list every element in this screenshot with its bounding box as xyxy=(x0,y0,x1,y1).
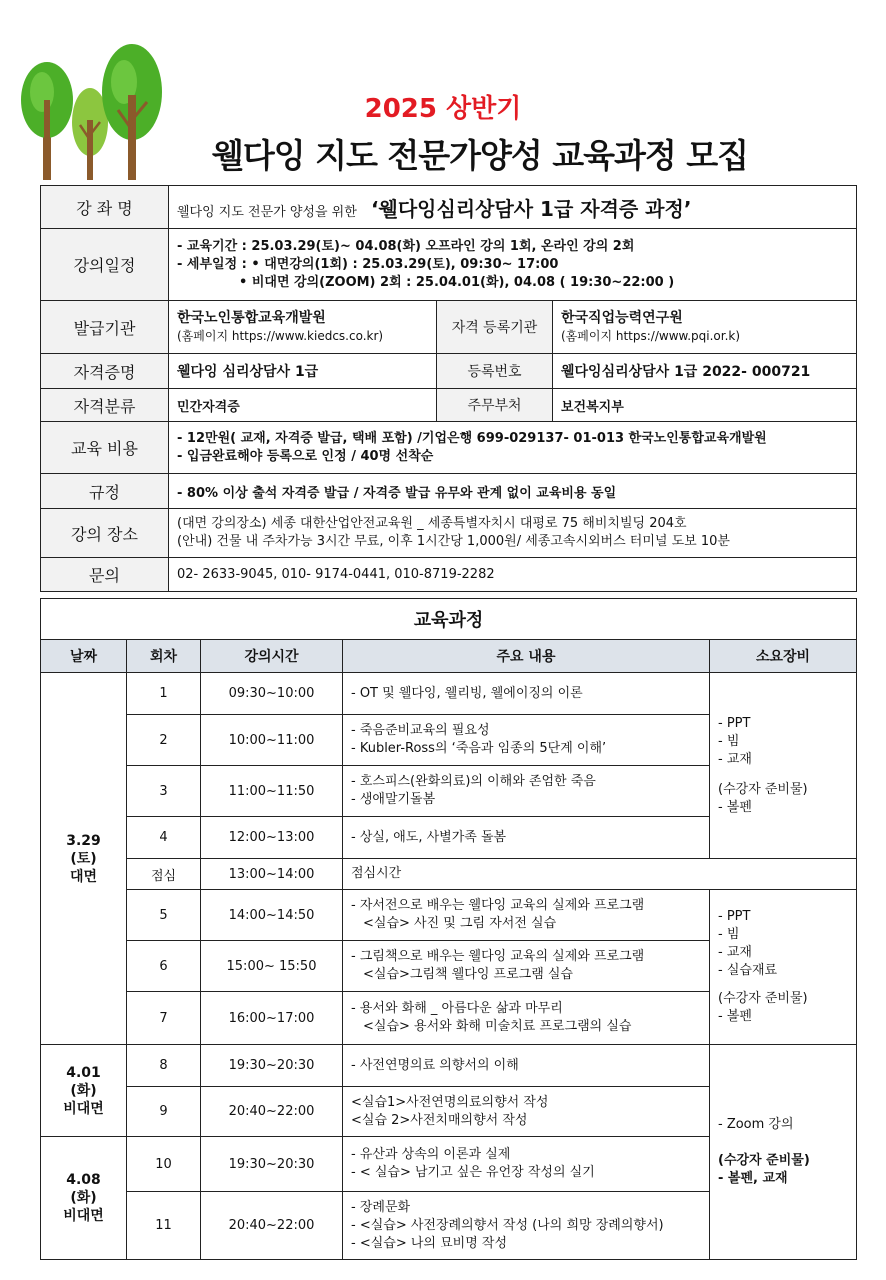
session-time: 14:00~14:50 xyxy=(201,890,343,941)
session-no: 3 xyxy=(127,766,201,817)
equipment-item: - 빔 xyxy=(718,927,740,942)
cert-name-label: 자격증명 xyxy=(41,354,169,389)
session-content xyxy=(343,715,710,766)
content-line: <실습1>사전연명의료의향서 작성 xyxy=(351,1094,549,1110)
session-time: 12:00~13:00 xyxy=(201,817,343,859)
session-content xyxy=(343,1137,710,1192)
info-row-type xyxy=(41,389,857,422)
info-row-contact xyxy=(41,558,857,592)
date-day: 3.29 xyxy=(66,832,101,849)
session-time: 19:30~20:30 xyxy=(201,1137,343,1192)
content-line: - 사전연명의료 의향서의 이해 xyxy=(351,1057,519,1073)
equipment-item: - 빔 xyxy=(718,733,740,749)
content-line: - OT 및 웰다잉, 웰리빙, 웰에이징의 이론 xyxy=(351,685,583,701)
session-no: 8 xyxy=(127,1045,201,1087)
session-no: 9 xyxy=(127,1087,201,1137)
equipment-item: - PPT xyxy=(718,715,751,731)
equipment-item: - 볼펜, 교재 xyxy=(718,1171,788,1186)
session-time: 20:40~22:00 xyxy=(201,1192,343,1260)
fee-label: 교육 비용 xyxy=(41,422,169,474)
date-day: 4.08 xyxy=(66,1172,101,1188)
schedule-line: • 비대면 강의(ZOOM) 2회 : 25.04.01(화), 04.08 ( 19:30~22:00 ) xyxy=(239,274,675,290)
content-line: - <실습> 사전장례의향서 작성 (나의 희망 장례의향서) xyxy=(351,1217,664,1233)
content-line: <실습> 사진 및 그림 자서전 실습 xyxy=(363,916,557,931)
table-row-lunch xyxy=(41,859,857,890)
course-name-prefix: 웰다잉 지도 전문가 양성을 위한 xyxy=(177,204,357,220)
course-name-value xyxy=(169,186,857,229)
registry-url: (홈페이지 https://www.pqi.or.k) xyxy=(561,329,741,343)
schedule-value xyxy=(169,229,857,301)
session-time: 09:30~10:00 xyxy=(201,673,343,715)
cert-name-value: 웰다잉 심리상담사 1급 xyxy=(169,354,437,389)
contact-label: 문의 xyxy=(41,558,169,592)
content-line: <실습> 용서와 화해 미술치료 프로그램의 실습 xyxy=(363,1019,632,1034)
date-weekday: (화) xyxy=(70,1082,97,1099)
session-content xyxy=(343,817,710,859)
reg-no-value: 웰다잉심리상담사 1급 2022- 000721 xyxy=(553,354,857,389)
registry-value xyxy=(553,301,857,354)
session-content xyxy=(343,1045,710,1087)
session-no: 4 xyxy=(127,817,201,859)
date-day: 4.01 xyxy=(66,1064,101,1081)
session-time: 10:00~11:00 xyxy=(201,715,343,766)
date-mode: 비대면 xyxy=(63,1208,104,1224)
info-row-course-name xyxy=(41,186,857,229)
rules-label: 규정 xyxy=(41,474,169,509)
course-name-label: 강 좌 명 xyxy=(41,186,169,229)
info-row-cert xyxy=(41,354,857,389)
schedule-line: - 교육기간 : 25.03.29(토)~ 04.08(화) 오프라인 강의 1회, 온라인 강의 2회 xyxy=(177,238,635,254)
info-table xyxy=(40,185,857,592)
session-no: 6 xyxy=(127,941,201,992)
info-row-schedule xyxy=(41,229,857,301)
info-row-venue xyxy=(41,509,857,558)
session-no: 11 xyxy=(127,1192,201,1260)
column-header-time: 강의시간 xyxy=(201,640,343,673)
registry-name: 한국직업능력연구원 xyxy=(561,310,683,326)
content-line: - Kubler-Ross의 ‘죽음과 임종의 5단계 이해’ xyxy=(351,741,607,756)
reg-no-label: 등록번호 xyxy=(437,354,553,389)
date-weekday: (토) xyxy=(70,850,97,867)
ministry-label: 주무부처 xyxy=(437,389,553,422)
session-content xyxy=(343,941,710,992)
contact-value: 02- 2633-9045, 010- 9174-0441, 010-8719-2282 xyxy=(169,558,857,592)
equipment-item: - 볼펜 xyxy=(718,799,752,815)
session-time: 15:00~ 15:50 xyxy=(201,941,343,992)
table-row xyxy=(41,890,857,941)
fee-value xyxy=(169,422,857,474)
cert-type-value: 민간자격증 xyxy=(169,389,437,422)
equipment-item: - Zoom 강의 xyxy=(718,1117,794,1132)
content-line: - 자서전으로 배우는 웰다잉 교육의 실제와 프로그램 xyxy=(351,898,645,913)
session-no: 점심 xyxy=(127,859,201,890)
table-row xyxy=(41,673,857,715)
equipment-item: (수강자 준비물) xyxy=(718,781,808,797)
info-row-issuer xyxy=(41,301,857,354)
equipment-cell xyxy=(710,673,857,859)
course-section-row xyxy=(41,599,857,640)
issuer-url: (홈페이지 https://www.kiedcs.co.kr) xyxy=(177,329,384,343)
equipment-item: - 교재 xyxy=(718,945,752,960)
venue-value xyxy=(169,509,857,558)
cert-type-label: 자격분류 xyxy=(41,389,169,422)
session-content xyxy=(343,673,710,715)
content-line: - 그림책으로 배우는 웰다잉 교육의 실제와 프로그램 xyxy=(351,949,645,964)
content-line: - <실습> 나의 묘비명 작성 xyxy=(351,1235,508,1251)
venue-label: 강의 장소 xyxy=(41,509,169,558)
venue-line: (안내) 건물 내 주차가능 3시간 무료, 이후 1시간당 1,000원/ 세종고속시외버스 터미널 도보 10분 xyxy=(177,534,730,549)
content-line: 점심시간 xyxy=(351,866,402,881)
equipment-item: - 실습재료 xyxy=(718,963,778,978)
content-line: - 상실, 애도, 사별가족 돌봄 xyxy=(351,829,507,845)
session-no: 7 xyxy=(127,992,201,1045)
info-row-rules xyxy=(41,474,857,509)
year-heading: 2025 상반기 xyxy=(364,94,522,124)
date-weekday: (화) xyxy=(70,1190,97,1206)
page-title: 웰다잉 지도 전문가양성 교육과정 모집 xyxy=(211,136,748,175)
session-time: 20:40~22:00 xyxy=(201,1087,343,1137)
session-content xyxy=(343,1087,710,1137)
equipment-cell xyxy=(710,890,857,1045)
content-line: <실습>그림책 웰다잉 프로그램 실습 xyxy=(363,967,573,982)
venue-line: (대면 강의장소) 세종 대한산업안전교육원 _ 세종특별자치시 대평로 75 해비치빌딩 204호 xyxy=(177,516,687,531)
equipment-item: - PPT xyxy=(718,909,751,924)
ministry-value: 보건복지부 xyxy=(553,389,857,422)
issuer-name: 한국노인통합교육개발원 xyxy=(177,310,326,326)
column-header-content: 주요 내용 xyxy=(343,640,710,673)
content-line: - < 실습> 남기고 싶은 유언장 작성의 실기 xyxy=(351,1165,595,1180)
session-content xyxy=(343,1192,710,1260)
date-cell xyxy=(41,673,127,1045)
schedule-label: 강의일정 xyxy=(41,229,169,301)
content-line: - 유산과 상속의 이론과 실제 xyxy=(351,1147,511,1162)
session-content xyxy=(343,890,710,941)
course-section-title: 교육과정 xyxy=(41,599,857,640)
table-row xyxy=(41,1045,857,1087)
column-header-date: 날짜 xyxy=(41,640,127,673)
content-line: - 생애말기돌봄 xyxy=(351,792,436,807)
column-header-equipment: 소요장비 xyxy=(710,640,857,673)
session-content xyxy=(343,859,857,890)
info-row-fee xyxy=(41,422,857,474)
fee-line: - 입금완료해야 등록으로 인정 / 40명 선착순 xyxy=(177,448,434,464)
content-line: - 용서와 화해 _ 아름다운 삶과 마무리 xyxy=(351,1001,563,1016)
content-line: - 호스피스(완화의료)의 이해와 존엄한 죽음 xyxy=(351,774,596,789)
content-line: <실습 2>사전치매의향서 작성 xyxy=(351,1112,528,1128)
session-content xyxy=(343,992,710,1045)
session-content xyxy=(343,766,710,817)
equipment-item: - 볼펜 xyxy=(718,1009,752,1024)
equipment-item: (수강자 준비물) xyxy=(718,1153,810,1168)
schedule-line: - 세부일정 : • 대면강의(1회) : 25.03.29(토), 09:30~ 17:00 xyxy=(177,256,559,272)
session-no: 5 xyxy=(127,890,201,941)
session-time: 16:00~17:00 xyxy=(201,992,343,1045)
session-time: 19:30~20:30 xyxy=(201,1045,343,1087)
equipment-item: (수강자 준비물) xyxy=(718,991,808,1006)
issuer-label: 발급기관 xyxy=(41,301,169,354)
issuer-value xyxy=(169,301,437,354)
content-line: - 죽음준비교육의 필요성 xyxy=(351,723,490,738)
course-name-main: ‘웰다잉심리상담사 1급 자격증 과정’ xyxy=(370,196,692,221)
fee-line: - 12만원( 교재, 자격증 발급, 택배 포함) /기업은행 699-029137- 01-013 한국노인통합교육개발원 xyxy=(177,430,767,446)
course-header-row xyxy=(41,640,857,673)
date-cell xyxy=(41,1137,127,1260)
date-cell xyxy=(41,1045,127,1137)
session-no: 1 xyxy=(127,673,201,715)
content-line: - 장례문화 xyxy=(351,1199,411,1215)
equipment-item: - 교재 xyxy=(718,751,752,767)
column-header-session: 회차 xyxy=(127,640,201,673)
session-time: 11:00~11:50 xyxy=(201,766,343,817)
date-mode: 대면 xyxy=(69,868,98,885)
date-mode: 비대면 xyxy=(63,1100,104,1117)
course-table xyxy=(40,598,857,1260)
session-no: 2 xyxy=(127,715,201,766)
session-time: 13:00~14:00 xyxy=(201,859,343,890)
registry-label: 자격 등록기관 xyxy=(437,301,553,354)
rules-value: - 80% 이상 출석 자격증 발급 / 자격증 발급 유무와 관계 없이 교육비용 동일 xyxy=(169,474,857,509)
equipment-cell xyxy=(710,1045,857,1260)
session-no: 10 xyxy=(127,1137,201,1192)
